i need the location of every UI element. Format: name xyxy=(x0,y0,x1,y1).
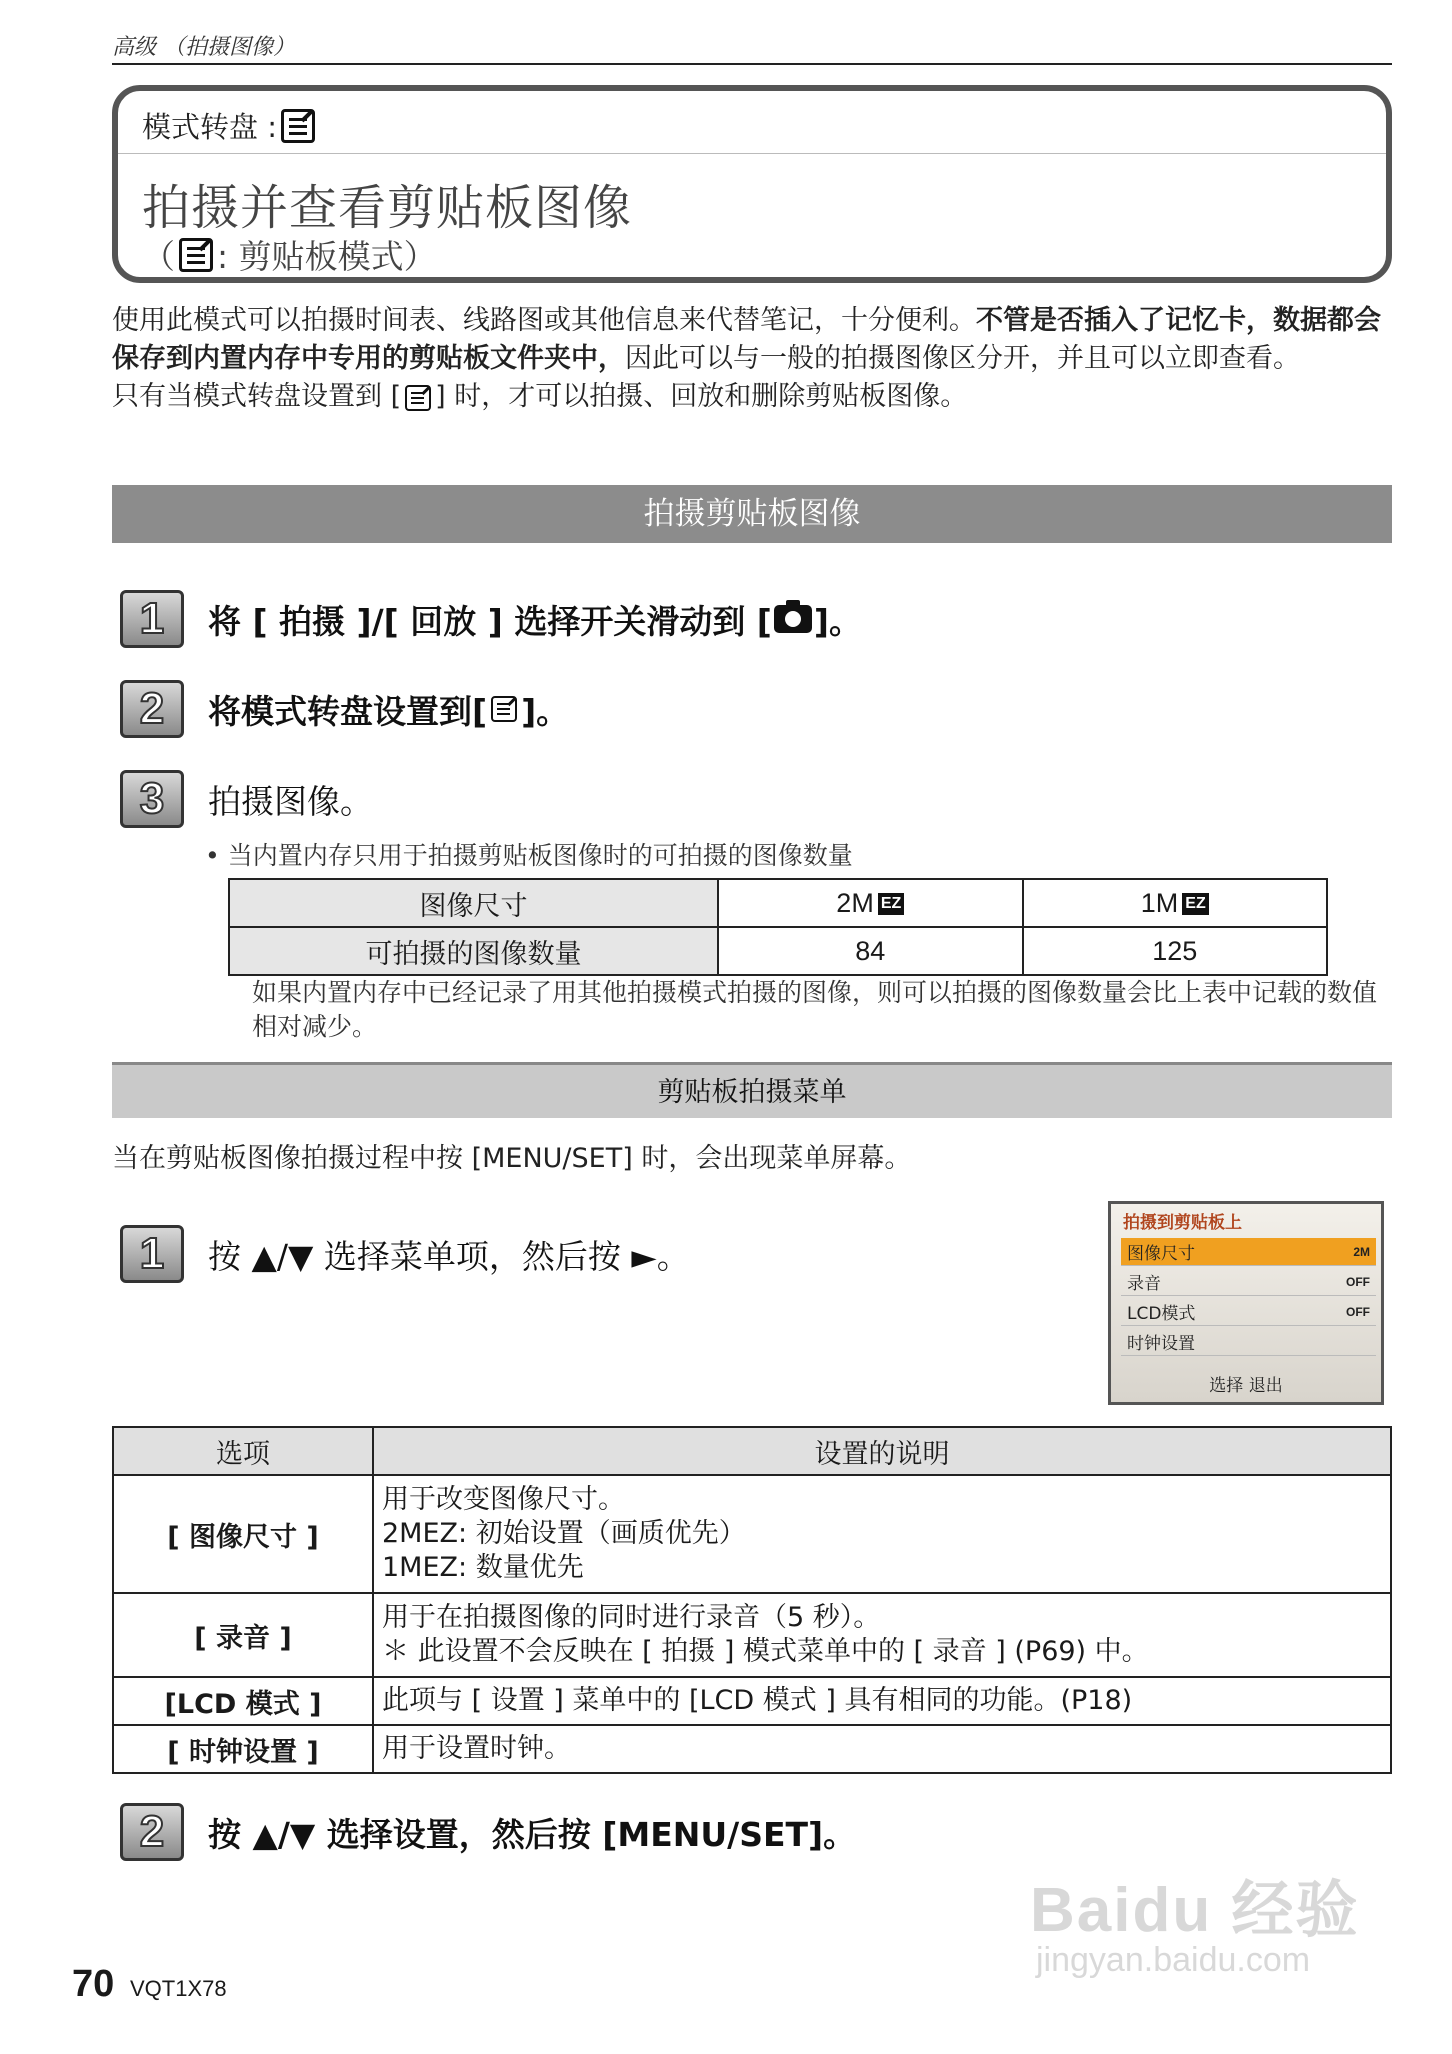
clipboard-icon xyxy=(179,238,213,272)
intro-paragraph-2 xyxy=(112,378,1397,416)
option-description xyxy=(373,1475,1391,1593)
step-text-before: 将模式转盘设置到[ xyxy=(208,691,488,731)
screen-menu-item[interactable] xyxy=(1121,1268,1376,1296)
table-header-row xyxy=(113,1427,1391,1475)
size-label: 2M xyxy=(836,887,874,918)
capacity-table xyxy=(228,878,1328,976)
mode-dial-line xyxy=(142,105,319,146)
ez-badge: EZ xyxy=(878,893,904,915)
header-section-label: 高级 （拍摄图像） xyxy=(112,35,295,60)
capacity-bullet: • 当内置内存只用于拍摄剪贴板图像时的可拍摄的图像数量 xyxy=(205,841,853,870)
screen-footer: 选择 退出 xyxy=(1209,1376,1283,1396)
table-row xyxy=(113,1593,1391,1677)
step-number: 1 xyxy=(120,590,184,648)
screen-title: 拍摄到剪贴板上 xyxy=(1123,1213,1242,1233)
camera-menu-screen xyxy=(1108,1201,1384,1405)
step-text xyxy=(208,1809,856,1856)
table-cell-value: 84 xyxy=(718,927,1022,975)
step-text: 按 ▲/▼ 选择菜单项，然后按 ►。 xyxy=(208,1236,690,1276)
desc-line: 用于在拍摄图像的同时进行录音（5 秒）。 xyxy=(382,1602,881,1633)
page-number: 70 xyxy=(72,1963,115,2005)
step-b2 xyxy=(120,1803,856,1861)
clipboard-icon xyxy=(281,109,315,143)
table-row xyxy=(113,1475,1391,1593)
mode-box xyxy=(112,85,1392,283)
intro-p1-bold: 不管是否插入了记忆卡，数据都会保存到内置内存中专用的剪贴板文件夹中， xyxy=(112,305,1381,374)
table-row xyxy=(229,927,1327,975)
watermark-url: jingyan.baidu.com xyxy=(1036,1941,1311,1979)
subtitle-suffix: : 剪贴板模式） xyxy=(217,237,437,276)
intro-paragraph-1 xyxy=(112,302,1397,378)
options-table xyxy=(112,1426,1392,1774)
step-text-bold: 按 ▲/▼ 选择设置，然后按 [MENU/SET]。 xyxy=(208,1814,857,1854)
step-text-after: ]。 xyxy=(521,691,570,731)
option-audio: [ 录音 ] xyxy=(113,1593,373,1677)
watermark xyxy=(1030,1860,1359,1980)
page-subtitle xyxy=(142,231,437,278)
ez-badge: EZ xyxy=(1182,893,1208,915)
step-number: 2 xyxy=(120,680,184,738)
table-row xyxy=(113,1725,1391,1773)
step-a1 xyxy=(120,590,862,648)
option-description xyxy=(373,1725,1391,1773)
desc-line: 此项与 [ 设置 ] 菜单中的 [LCD 模式 ] 具有相同的功能。(P18) xyxy=(382,1685,1133,1716)
screen-menu-item[interactable] xyxy=(1121,1238,1376,1266)
section-heading-menu: 剪贴板拍摄菜单 xyxy=(112,1062,1392,1118)
page-title: 拍摄并查看剪贴板图像 xyxy=(142,180,633,236)
intro-p2-before: 只有当模式转盘设置到 [ xyxy=(112,381,402,412)
screen-item-label: LCD模式 xyxy=(1127,1304,1196,1324)
screen-menu-item[interactable] xyxy=(1121,1328,1376,1356)
desc-line: ＊ 此设置不会反映在 [ 拍摄 ] 模式菜单中的 [ 录音 ] (P69) 中。 xyxy=(382,1636,1149,1667)
table-cell-label: 可拍摄的图像数量 xyxy=(229,927,718,975)
intro-p1-normal: 使用此模式可以拍摄时间表、线路图或其他信息来代替笔记，十分便利。 xyxy=(112,305,976,336)
screen-item-label: 录音 xyxy=(1127,1274,1161,1294)
table-row xyxy=(229,879,1327,927)
clipboard-icon xyxy=(491,696,517,722)
subtitle-prefix: （ xyxy=(142,237,175,276)
option-image-size: [ 图像尺寸 ] xyxy=(113,1475,373,1593)
screen-menu-item[interactable] xyxy=(1121,1298,1376,1326)
header-description: 设置的说明 xyxy=(373,1427,1391,1475)
document-code: VQT1X78 xyxy=(130,1976,227,2001)
screen-item-label: 时钟设置 xyxy=(1127,1334,1195,1354)
capacity-note: 如果内置内存中已经记录了用其他拍摄模式拍摄的图像，则可以拍摄的图像数量会比上表中记载的数值相对减少。 xyxy=(252,978,1378,1041)
step-text: 拍摄图像。 xyxy=(208,781,373,821)
menu-intro-text: 当在剪贴板图像拍摄过程中按 [MENU/SET] 时，会出现菜单屏幕。 xyxy=(112,1143,912,1174)
screen-item-value: OFF xyxy=(1346,1304,1370,1319)
table-row xyxy=(113,1677,1391,1725)
option-description xyxy=(373,1677,1391,1725)
step-text-before: 将 [ 拍摄 ]/[ 回放 ] 选择开关滑动到 [ xyxy=(208,601,772,641)
option-description xyxy=(373,1593,1391,1677)
screen-item-label: 图像尺寸 xyxy=(1127,1244,1195,1264)
intro-text xyxy=(112,302,1397,416)
step-a2 xyxy=(120,680,569,738)
clipboard-icon xyxy=(405,385,431,411)
table-cell-value: 125 xyxy=(1023,927,1327,975)
step-number: 2 xyxy=(120,1803,184,1861)
header-option: 选项 xyxy=(113,1427,373,1475)
step-text-after: ]。 xyxy=(813,601,862,641)
mode-dial-label: 模式转盘 : xyxy=(142,110,277,144)
table-cell-size-2m xyxy=(718,879,1022,927)
step-text xyxy=(208,596,862,643)
step-b1 xyxy=(120,1225,690,1283)
step-text xyxy=(208,686,569,733)
desc-line: 用于改变图像尺寸。 xyxy=(382,1484,625,1515)
step-number: 3 xyxy=(120,770,184,828)
option-clock-set: [ 时钟设置 ] xyxy=(113,1725,373,1773)
size-label: 1M xyxy=(1140,887,1179,918)
intro-p2-after: ] 时，才可以拍摄、回放和删除剪贴板图像。 xyxy=(435,381,968,412)
screen-item-value: OFF xyxy=(1346,1274,1370,1289)
step-a3 xyxy=(120,770,373,828)
header-rule xyxy=(112,63,1392,65)
mode-divider xyxy=(118,153,1386,154)
screen-item-value: 2M xyxy=(1353,1244,1370,1259)
table-cell-size-1m xyxy=(1023,879,1327,927)
section-heading-shoot: 拍摄剪贴板图像 xyxy=(112,485,1392,543)
desc-line: 用于设置时钟。 xyxy=(382,1733,571,1764)
intro-p1-rest: 因此可以与一般的拍摄图像区分开，并且可以立即查看。 xyxy=(625,343,1300,374)
desc-line: 1MEZ: 数量优先 xyxy=(382,1552,584,1583)
camera-icon xyxy=(774,605,812,633)
table-cell-label: 图像尺寸 xyxy=(229,879,718,927)
step-number: 1 xyxy=(120,1225,184,1283)
option-lcd-mode: [LCD 模式 ] xyxy=(113,1677,373,1725)
watermark-logo: Baidu 经验 xyxy=(1030,1876,1360,1945)
desc-line: 2MEZ: 初始设置（画质优先） xyxy=(382,1518,746,1549)
